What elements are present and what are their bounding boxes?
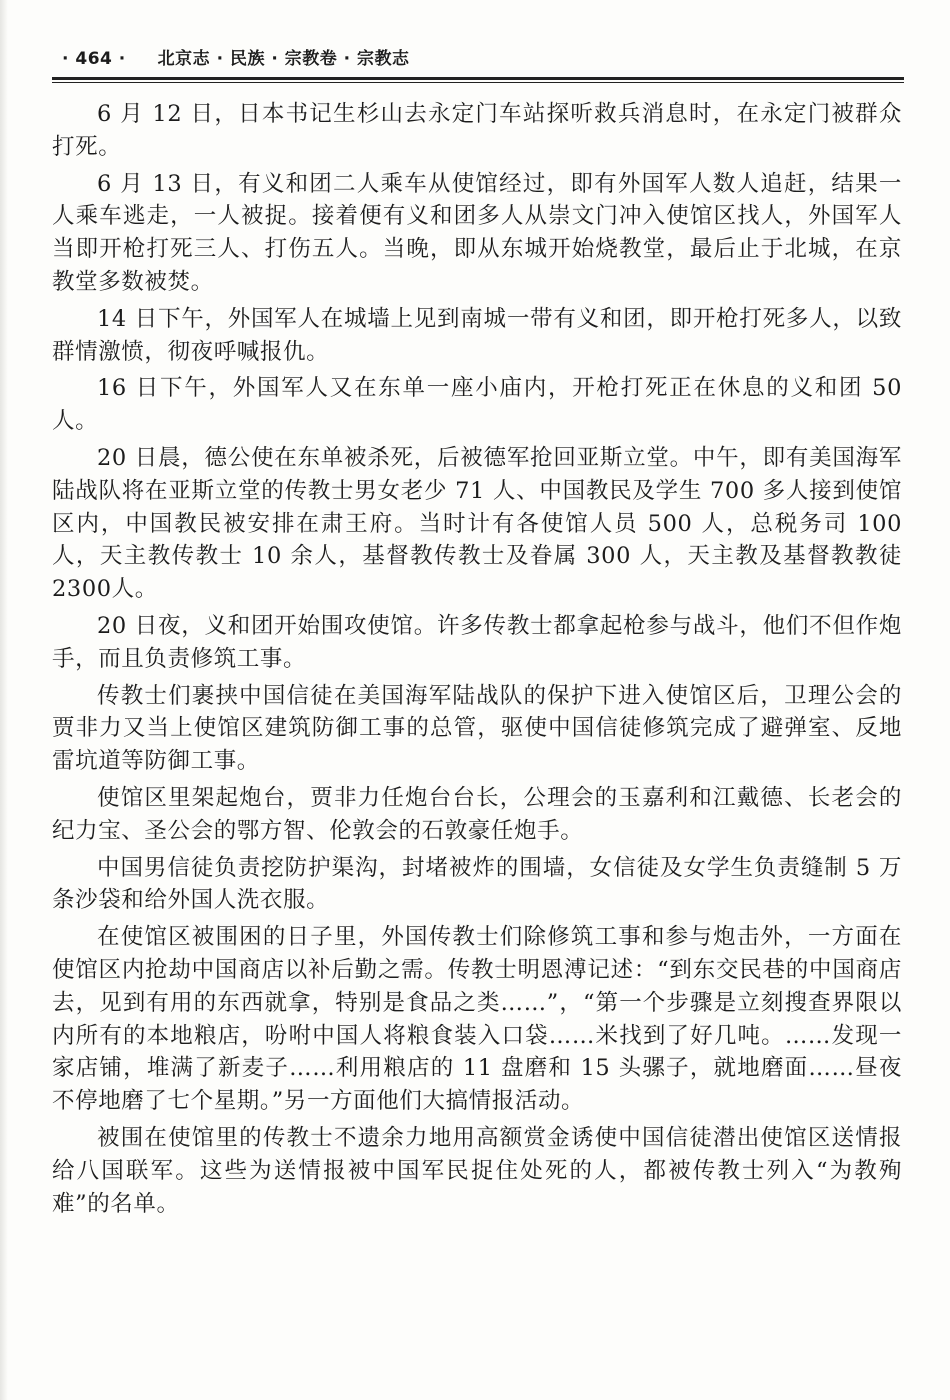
- paragraph: 16 日下午，外国军人又在东单一座小庙内，开枪打死正在休息的义和团 50 人。: [52, 375, 902, 435]
- header-rule-thin: [52, 82, 904, 83]
- running-header: [62, 44, 902, 74]
- paragraph: 被围在使馆里的传教士不遗余力地用高额赏金诱使中国信徒潜出使馆区送情报给八国联军。这些为送情报被中国军民捉住处死的人，都被传教士列入“为教殉难”的名单。: [52, 1124, 902, 1217]
- book-title: 北京志 · 民族 · 宗教卷 · 宗教志: [157, 49, 410, 69]
- paragraph: 20 日夜，义和团开始围攻使馆。许多传教士都拿起枪参与战斗，他们不但作炮手，而且负责修筑工事。: [52, 612, 902, 672]
- paragraph: 使馆区里架起炮台，贾非力任炮台台长，公理会的玉嘉利和江戴德、长老会的纪力宝、圣公会的鄂方智、伦敦会的石敦豪任炮手。: [52, 784, 902, 844]
- paragraph: 6 月 13 日，有义和团二人乘车从使馆经过，即有外国军人数人追赶，结果一人乘车逃走，一人被捉。接着便有义和团多人从崇文门冲入使馆区找人，外国军人当即开枪打死三人、打伤五人。当晚，即从东城开始烧教堂，最后止于北城，在京教堂多数被焚。: [52, 170, 902, 295]
- paragraph: 中国男信徒负责挖防护渠沟，封堵被炸的围墙，女信徒及女学生负责缝制 5 万条沙袋和给外国人洗衣服。: [52, 854, 902, 914]
- paragraph: 在使馆区被围困的日子里，外国传教士们除修筑工事和参与炮击外，一方面在使馆区内抢劫中国商店以补后勤之需。传教士明恩溥记述：“到东交民巷的中国商店去，见到有用的东西就拿，特别是食品之类……”，“第一个步骤是立刻搜查界限以内所有的本地粮店，吩咐中国人将粮食装入口袋……米找到了好几吨。……发现一家店铺，堆满了新麦子……利用粮店的 11 盘磨和 15 头骡子，就地磨面……昼夜不停地磨了七个星期。”另一方面他们大搞情报活动。: [52, 924, 902, 1115]
- paragraph: 20 日晨，德公使在东单被杀死，后被德军抢回亚斯立堂。中午，即有美国海军陆战队将在亚斯立堂的传教士男女老少 71 人、中国教民及学生 700 多人接到使馆区内，中国教民被安排在肃王府。当时计有各使馆人员 500 人，总税务司 100 人，天主教传教士 10 余人，基督教传教士及眷属 300 人，天主教及基督教教徒2300人。: [52, 444, 902, 603]
- paragraph: 传教士们裹挟中国信徒在美国海军陆战队的保护下进入使馆区后，卫理公会的贾非力又当上使馆区建筑防御工事的总管，驱使中国信徒修筑完成了避弹室、反地雷坑道等防御工事。: [52, 682, 902, 775]
- paragraph: 14 日下午，外国军人在城墙上见到南城一带有义和团，即开枪打死多人，以致群情激愤，彻夜呼喊报仇。: [52, 305, 902, 365]
- header-rule-thick: [52, 77, 904, 80]
- paragraph: 6 月 12 日，日本书记生杉山去永定门车站探听救兵消息时，在永定门被群众打死。: [52, 101, 902, 160]
- scan-edge-shadow: [0, 0, 8, 1400]
- body-text: [52, 98, 902, 1224]
- page-number: · 464 ·: [62, 49, 126, 69]
